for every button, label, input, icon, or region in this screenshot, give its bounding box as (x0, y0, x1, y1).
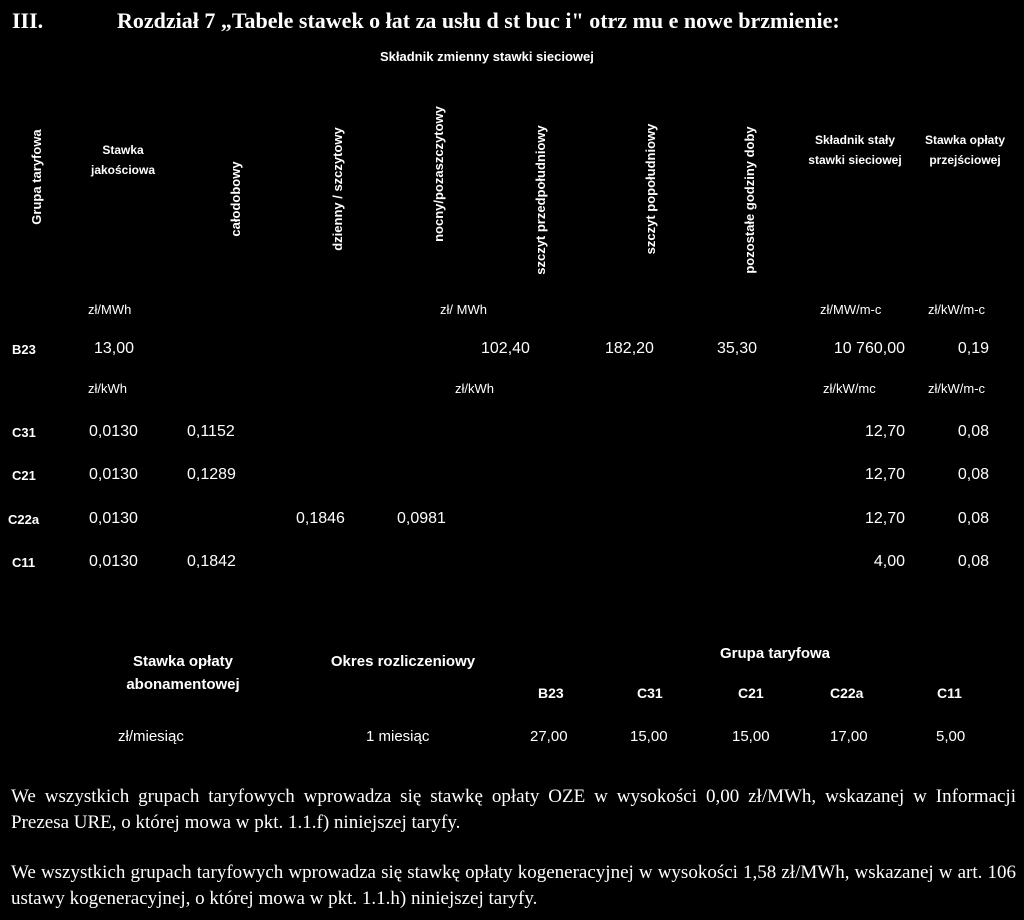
cell-calodobowy: 0,1289 (187, 466, 236, 483)
cell-jakosciowa: 0,0130 (89, 553, 138, 570)
t2-value: 15,00 (732, 728, 770, 745)
t2-group-label: C22a (830, 685, 864, 701)
col-header-przejsciowa: Stawka opłaty przejściowej (924, 133, 1006, 167)
t2-unit: zł/miesiąc (118, 728, 184, 745)
col-header-jakosciowa: Stawka jakościowa (90, 143, 156, 177)
unit-c-jakosciowa: zł/kWh (88, 381, 127, 396)
cell-przejsciowa: 0,08 (957, 466, 989, 483)
section-number: III. (12, 8, 44, 33)
t2-value: 17,00 (830, 728, 868, 745)
row-group: C11 (12, 555, 36, 570)
t2-value: 27,00 (530, 728, 568, 745)
cell-jakosciowa: 0,0130 (89, 466, 138, 483)
section-title: Rozdział 7 „Tabele stawek o łat za usłu d st buc i" otrz mu e nowe brzmienie: (117, 8, 840, 33)
cell-przejsciowa: 0,08 (957, 510, 989, 527)
row-group: C31 (12, 425, 36, 440)
cell-szczyt-popo: 182,20 (605, 340, 654, 357)
table1-subtitle: Składnik zmienny stawki sieciowej (380, 49, 594, 64)
cell-szczyt-przed: 102,40 (481, 340, 530, 357)
t2-group-label: C31 (637, 685, 663, 701)
row-group: B23 (12, 342, 36, 357)
col-header-szczyt-popo: szczyt popołudniowy (643, 123, 658, 255)
cell-calodobowy: 0,1842 (187, 553, 236, 570)
t2-header-abonament: Stawka opłaty abonamentowej (126, 653, 240, 693)
cell-calodobowy: 0,1152 (187, 423, 235, 440)
t2-header-okres: Okres rozliczeniowy (330, 653, 476, 670)
t2-group-label: B23 (538, 685, 564, 701)
cell-jakosciowa: 0,0130 (89, 423, 138, 440)
cell-nocny: 0,0981 (397, 510, 446, 527)
cell-staly: 12,70 (864, 510, 905, 527)
cell-staly: 12,70 (864, 466, 905, 483)
row-group: C22a (8, 512, 40, 527)
paragraph-oze: We wszystkich grupach taryfowych wprowadza się stawkę opłaty OZE w wysokości 0,00 zł/MWh, wskazanej w Informacji Prezesa URE, o której mowa w pkt. 1.1.f) niniejszej taryfy. (11, 786, 1016, 833)
col-header-szczyt-przed: szczyt przedpołudniowy (533, 125, 548, 275)
cell-pozostale: 35,30 (717, 340, 758, 357)
cell-przejsciowa: 0,19 (957, 340, 989, 357)
t2-value: 15,00 (630, 728, 668, 745)
unit-c-przejsciowa: zł/kW/m-c (928, 381, 986, 396)
unit-b-jakosciowa: zł/MWh (88, 302, 132, 317)
t2-value: 5,00 (936, 728, 966, 745)
cell-jakosciowa: 0,0130 (89, 510, 138, 527)
paragraph-kogeneracja: We wszystkich grupach taryfowych wprowadza się stawkę opłaty kogeneracyjnej w wysokości 1,58 zł/MWh, wskazanej w art. 106 ustawy kogeneracyjnej, o której mowa w pkt. 1.1.h) niniejszej taryfy. (11, 862, 1016, 909)
cell-dzienny: 0,1846 (296, 510, 345, 527)
row-group: C21 (12, 468, 36, 483)
col-header-nocny: nocny/pozaszczytowy (431, 106, 446, 242)
col-header-dzienny: dzienny / szczytowy (330, 127, 345, 251)
t2-group-label: C21 (738, 685, 764, 701)
col-header-grupa: Grupa taryfowa (29, 129, 44, 225)
t2-header-grupa: Grupa taryfowa (719, 645, 831, 662)
unit-b-staly: zł/MW/m-c (820, 302, 882, 317)
cell-jakosciowa: 13,00 (94, 340, 135, 357)
t2-group-label: C11 (937, 685, 962, 701)
unit-b-mid: zł/ MWh (440, 302, 487, 317)
unit-c-mid: zł/kWh (455, 381, 494, 396)
unit-c-staly: zł/kW/mc (823, 381, 876, 396)
col-header-pozostale: pozostałe godziny doby (742, 126, 757, 274)
col-header-staly: Składnik stały stawki sieciowej (808, 133, 902, 167)
cell-przejsciowa: 0,08 (957, 553, 989, 570)
t2-period: 1 miesiąc (366, 728, 430, 745)
cell-przejsciowa: 0,08 (957, 423, 989, 440)
cell-staly: 12,70 (864, 423, 905, 440)
unit-b-przejsciowa: zł/kW/m-c (928, 302, 986, 317)
cell-staly: 4,00 (873, 553, 905, 570)
cell-staly: 10 760,00 (833, 340, 905, 357)
col-header-calodobowy: całodobowy (228, 161, 243, 237)
